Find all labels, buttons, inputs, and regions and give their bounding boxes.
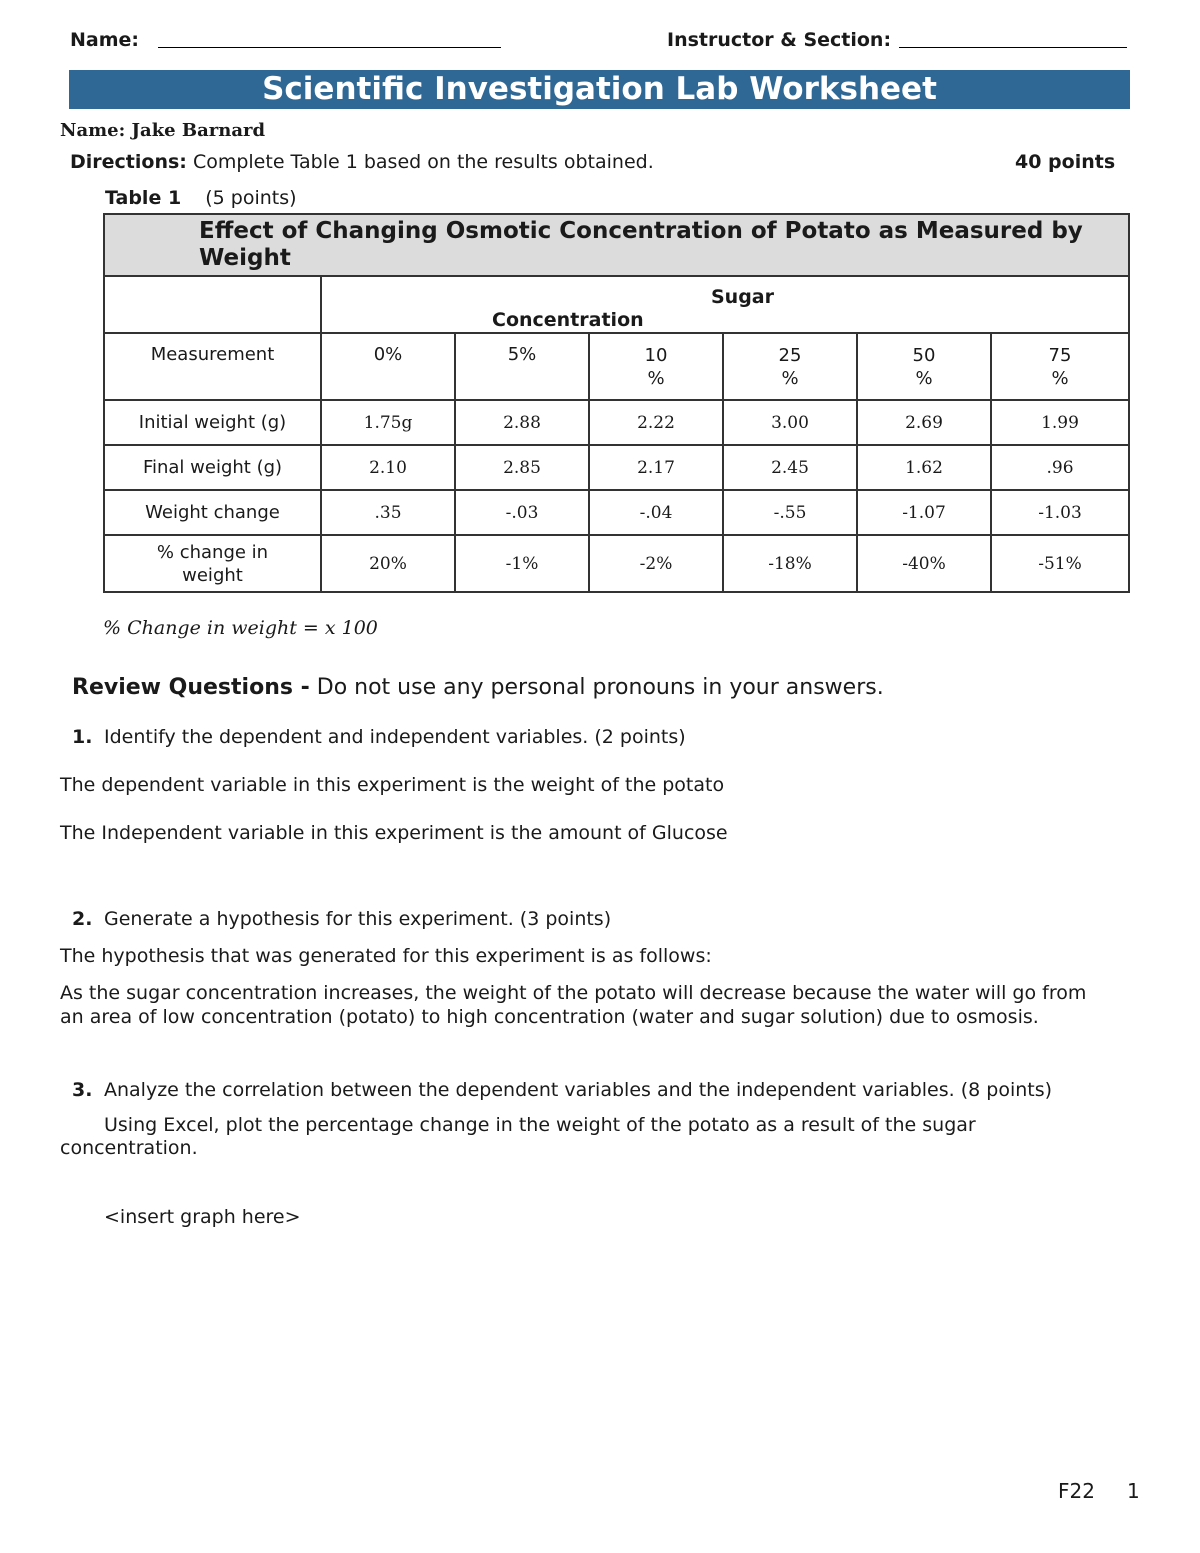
directions-label: Directions:	[70, 151, 187, 173]
table-cell: 2.22	[589, 400, 723, 445]
table-title-line1: Effect of Changing Osmotic Concentration of Potato as Measured by	[199, 218, 1083, 244]
column-header-top: 10	[644, 345, 668, 366]
table-cell: 1.62	[857, 445, 991, 490]
question-text: Generate a hypothesis for this experiment. (3 points)	[104, 908, 612, 930]
review-instruction: Do not use any personal pronouns in your answers.	[316, 675, 884, 700]
question-text: Identify the dependent and independent variables. (2 points)	[104, 726, 686, 748]
row-label-line2: weight	[182, 564, 243, 586]
column-header	[455, 333, 589, 400]
directions	[70, 151, 654, 173]
answer-line: As the sugar concentration increases, the weight of the potato will decrease because the water will go from	[60, 982, 1087, 1004]
question-number: 2.	[72, 908, 93, 930]
table-cell: 2.69	[857, 400, 991, 445]
row-label: Final weight (g)	[104, 445, 321, 490]
column-header-bottom: %	[1051, 368, 1069, 389]
column-header-top: 5%	[507, 344, 537, 365]
table-cell: 1.99	[991, 400, 1129, 445]
table-cell: 2.88	[455, 400, 589, 445]
footer-code: F22	[1058, 1479, 1095, 1503]
answer-line: The Independent variable in this experiment is the amount of Glucose	[60, 822, 728, 844]
table-cell: 20%	[321, 535, 455, 592]
question-3	[72, 1079, 1052, 1101]
table-cell: -40%	[857, 535, 991, 592]
column-header	[723, 333, 857, 400]
table-title	[104, 214, 1129, 276]
directions-text: Complete Table 1 based on the results obtained.	[192, 151, 654, 173]
measurement-label: Measurement	[104, 333, 321, 400]
table-cell: .35	[321, 490, 455, 535]
column-header	[321, 333, 455, 400]
table-cell: -51%	[991, 535, 1129, 592]
sugar-label: Sugar	[711, 286, 775, 308]
question-text: Analyze the correlation between the dependent variables and the independent variables. (8 points)	[104, 1079, 1053, 1101]
sugar-concentration-header	[321, 276, 1129, 333]
instructor-section-field[interactable]	[899, 27, 1127, 48]
table-cell: 3.00	[723, 400, 857, 445]
table-row	[104, 490, 1129, 535]
question-number: 3.	[72, 1079, 93, 1101]
instructor-section-label: Instructor & Section:	[667, 29, 892, 51]
name-field[interactable]	[158, 27, 501, 48]
table-cell: -1%	[455, 535, 589, 592]
column-header-top: 25	[778, 345, 802, 366]
page-number: 1	[1127, 1479, 1140, 1503]
column-header	[589, 333, 723, 400]
column-header-bottom: %	[915, 368, 933, 389]
table-cell: 2.85	[455, 445, 589, 490]
review-heading-label: Review Questions -	[72, 675, 310, 700]
table-row	[104, 445, 1129, 490]
sugar-concentration-row	[104, 276, 1129, 333]
row-label: Weight change	[104, 490, 321, 535]
table-caption-label: Table 1	[105, 187, 182, 209]
percent-change-formula: % Change in weight = x 100	[103, 617, 378, 639]
table-caption	[105, 187, 297, 209]
answer-line: an area of low concentration (potato) to high concentration (water and sugar solution) due to osmosis.	[60, 1006, 1039, 1028]
column-header	[991, 333, 1129, 400]
table-cell: -.55	[723, 490, 857, 535]
table-row	[104, 400, 1129, 445]
results-table	[103, 213, 1130, 593]
table-title-row	[104, 214, 1129, 276]
table-cell: 2.45	[723, 445, 857, 490]
student-name: Name: Jake Barnard	[60, 120, 266, 141]
column-header-top: 75	[1048, 345, 1072, 366]
table-cell: -.03	[455, 490, 589, 535]
table-title-line2: Weight	[199, 245, 291, 271]
table-cell: -.04	[589, 490, 723, 535]
table-cell: .96	[991, 445, 1129, 490]
question-number: 1.	[72, 726, 93, 748]
table-cell: 2.17	[589, 445, 723, 490]
table-cell: -1.03	[991, 490, 1129, 535]
table-cell: 2.10	[321, 445, 455, 490]
measurement-header-row	[104, 333, 1129, 400]
table-cell: -2%	[589, 535, 723, 592]
answer-line: concentration.	[60, 1137, 198, 1159]
column-header-top: 50	[912, 345, 936, 366]
worksheet-title-banner: Scientific Investigation Lab Worksheet	[69, 70, 1130, 109]
answer-line: The dependent variable in this experiment is the weight of the potato	[60, 774, 725, 796]
answer-line: The hypothesis that was generated for this experiment is as follows:	[60, 945, 712, 967]
graph-placeholder: <insert graph here>	[104, 1206, 301, 1228]
table-caption-points: (5 points)	[205, 187, 297, 209]
concentration-label: Concentration	[492, 309, 644, 331]
table-row	[104, 535, 1129, 592]
answer-line: Using Excel, plot the percentage change in the weight of the potato as a result of the sugar	[104, 1114, 976, 1136]
row-label: Initial weight (g)	[104, 400, 321, 445]
review-questions-heading	[72, 675, 884, 700]
column-header-bottom: %	[647, 368, 665, 389]
name-label: Name:	[70, 29, 140, 51]
table-cell: -1.07	[857, 490, 991, 535]
column-header-bottom: %	[781, 368, 799, 389]
table-cell: 1.75g	[321, 400, 455, 445]
column-header-top: 0%	[373, 344, 403, 365]
column-header	[857, 333, 991, 400]
row-label	[104, 535, 321, 592]
empty-header-cell	[104, 276, 321, 333]
total-points: 40 points	[1015, 151, 1116, 173]
question-1	[72, 726, 686, 748]
row-label-line1: % change in	[156, 541, 269, 563]
question-2	[72, 908, 611, 930]
table-cell: -18%	[723, 535, 857, 592]
